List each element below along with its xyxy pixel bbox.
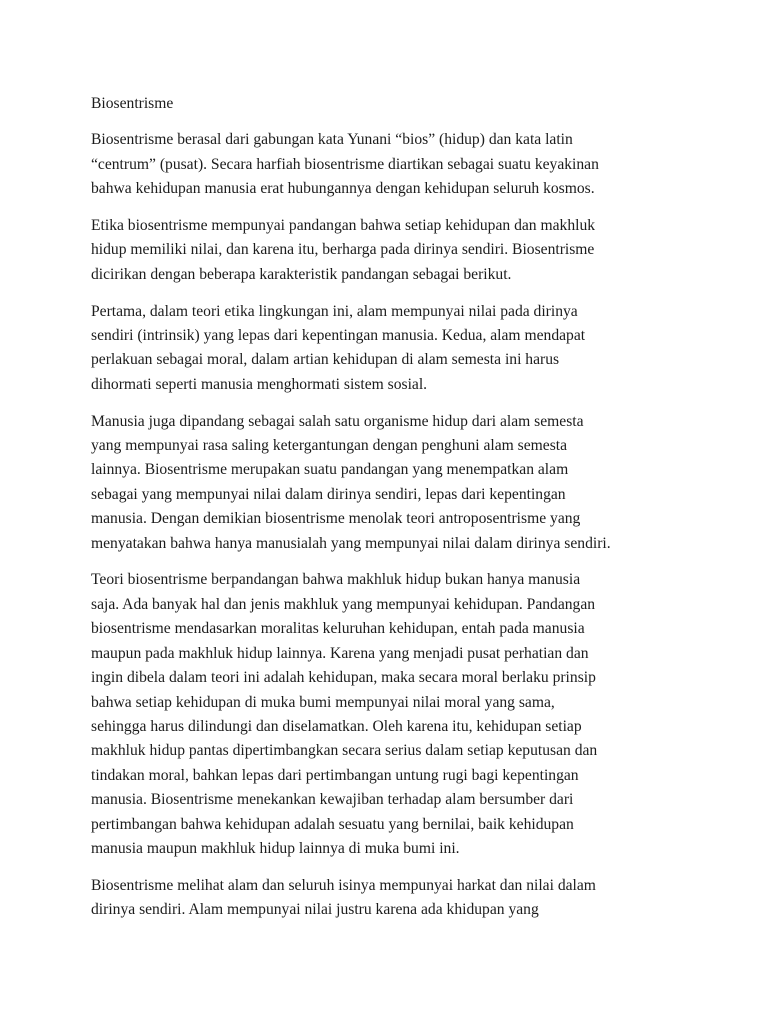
text-line: Biosentrisme melihat alam dan seluruh isinya mempunyai harkat dan nilai dalam [91, 876, 596, 894]
text-line: manusia maupun makhluk hidup lainnya di muka bumi ini. [91, 839, 460, 857]
text-line: hidup memiliki nilai, dan karena itu, berharga pada dirinya sendiri. Biosentrisme [91, 241, 595, 259]
paragraph [91, 214, 691, 287]
document-body [91, 92, 691, 935]
paragraph [91, 128, 691, 201]
text-line: Teori biosentrisme berpandangan bahwa makhluk hidup bukan hanya manusia [91, 571, 581, 589]
text-line: dicirikan dengan beberapa karakteristik pandangan sebagai berikut. [91, 265, 512, 283]
text-line: Manusia juga dipandang sebagai salah satu organisme hidup dari alam semesta [91, 412, 584, 430]
text-line: manusia. Dengan demikian biosentrisme menolak teori antroposentrisme yang [91, 510, 581, 528]
text-line: menyatakan bahwa hanya manusialah yang mempunyai nilai dalam dirinya sendiri. [91, 534, 611, 552]
text-line: dihormati seperti manusia menghormati sistem sosial. [91, 375, 428, 393]
text-line: perlakuan sebagai moral, dalam artian kehidupan di alam semesta ini harus [91, 351, 560, 369]
paragraph [91, 874, 691, 923]
text-line: yang mempunyai rasa saling ketergantungan dengan penghuni alam semesta [91, 437, 568, 455]
text-line: Biosentrisme berasal dari gabungan kata Yunani “bios” (hidup) dan kata latin [91, 131, 573, 149]
text-line: bahwa setiap kehidupan di muka bumi mempunyai nilai moral yang sama, [91, 693, 555, 711]
paragraph [91, 300, 691, 398]
text-line: “centrum” (pusat). Secara harfiah biosentrisme diartikan sebagai suatu keyakinan [91, 155, 599, 173]
document-title: Biosentrisme [91, 95, 174, 112]
text-line: Pertama, dalam teori etika lingkungan ini, alam mempunyai nilai pada dirinya [91, 302, 578, 320]
text-line: dirinya sendiri. Alam mempunyai nilai justru karena ada khidupan yang [91, 901, 539, 919]
text-line: sehingga harus dilindungi dan diselamatkan. Oleh karena itu, kehidupan setiap [91, 717, 582, 735]
text-line: bahwa kehidupan manusia erat hubungannya dengan kehidupan seluruh kosmos. [91, 180, 595, 198]
text-line: makhluk hidup pantas dipertimbangkan secara serius dalam setiap keputusan dan [91, 742, 598, 760]
text-line: pertimbangan bahwa kehidupan adalah sesuatu yang bernilai, baik kehidupan [91, 815, 574, 833]
text-line: biosentrisme mendasarkan moralitas keluruhan kehidupan, entah pada manusia [91, 620, 585, 638]
text-line: saja. Ada banyak hal dan jenis makhluk yang mempunyai kehidupan. Pandangan [91, 595, 596, 613]
paragraph [91, 568, 691, 861]
text-line: sebagai yang mempunyai nilai dalam dirinya sendiri, lepas dari kepentingan [91, 485, 566, 503]
text-line: maupun pada makhluk hidup lainnya. Karena yang menjadi pusat perhatian dan [91, 644, 589, 662]
paragraph [91, 410, 691, 556]
text-line: tindakan moral, bahkan lepas dari pertimbangan untung rugi bagi kepentingan [91, 766, 579, 784]
text-line: ingin dibela dalam teori ini adalah kehidupan, maka secara moral berlaku prinsip [91, 669, 596, 687]
text-line: manusia. Biosentrisme menekankan kewajiban terhadap alam bersumber dari [91, 791, 574, 809]
text-line: Etika biosentrisme mempunyai pandangan bahwa setiap kehidupan dan makhluk [91, 217, 596, 235]
text-line: lainnya. Biosentrisme merupakan suatu pandangan yang menempatkan alam [91, 461, 569, 479]
text-line: sendiri (intrinsik) yang lepas dari kepentingan manusia. Kedua, alam mendapat [91, 327, 586, 345]
